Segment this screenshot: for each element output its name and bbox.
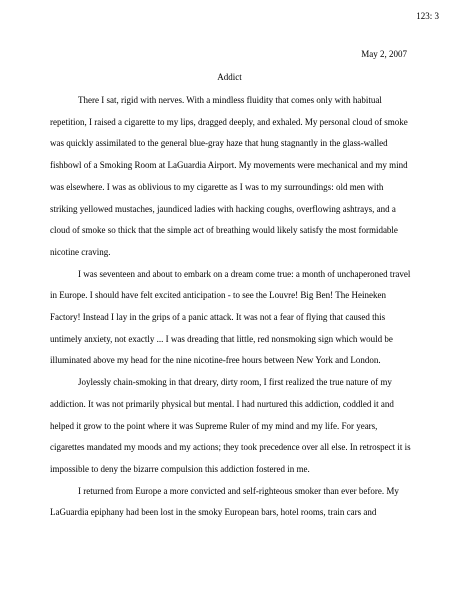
paragraph: I was seventeen and about to embark on a dream come true: a month of unchaperoned travel in Europe. I should have felt excited anticipation - to see the Louvre! Big Ben! The Heineken Factory! Instead I lay in the grips of a panic attack. It was not a fear of flying that caused this untimely anxiety, not exactly ... I was dreading that little, red nonsmoking sign which would be illuminated above my head for the nine nicotine-free hours between New York and London.: [50, 268, 411, 366]
paragraph: There I sat, rigid with nerves. With a mindless fluidity that comes only with habitual repetition, I raised a cigarette to my lips, dragged deeply, and exhaled. My personal cloud of smoke was quickly assimilated to the general blue-gray haze that hung stagnantly in the glass-walled fishbowl of a Smoking Room at LaGuardia Airport. My movements were mechanical and my mind was elsewhere. I was as oblivious to my cigarette as I was to my surroundings: old men with striking yellowed mustaches, jaundiced ladies with hacking coughs, overflowing ashtrays, and a cloud of smoke so thick that the simple act of breathing would likely satisfy the most formidable nicotine craving.: [50, 95, 408, 257]
essay-body: [50, 90, 412, 524]
paragraph: Joylessly chain-smoking in that dreary, dirty room, I first realized the true nature of my addiction. It was not primarily physical but mental. I had nurtured this addiction, coddled it and helped it grow to the point where it was Supreme Ruler of my mind and my life. For years, cigarettes mandated my moods and my actions; they took precedence over all else. In retrospect it is impossible to deny the bizarre compulsion this addiction fostered in me.: [50, 377, 411, 474]
page-header-id: 123: 3: [416, 11, 439, 21]
document-date: May 2, 2007: [361, 49, 407, 59]
paragraph: I returned from Europe a more convicted and self-righteous smoker than ever before. My LaGuardia epiphany had been lost in the smoky European bars, hotel rooms, train cars and: [50, 485, 399, 518]
essay-title: Addict: [217, 72, 242, 82]
